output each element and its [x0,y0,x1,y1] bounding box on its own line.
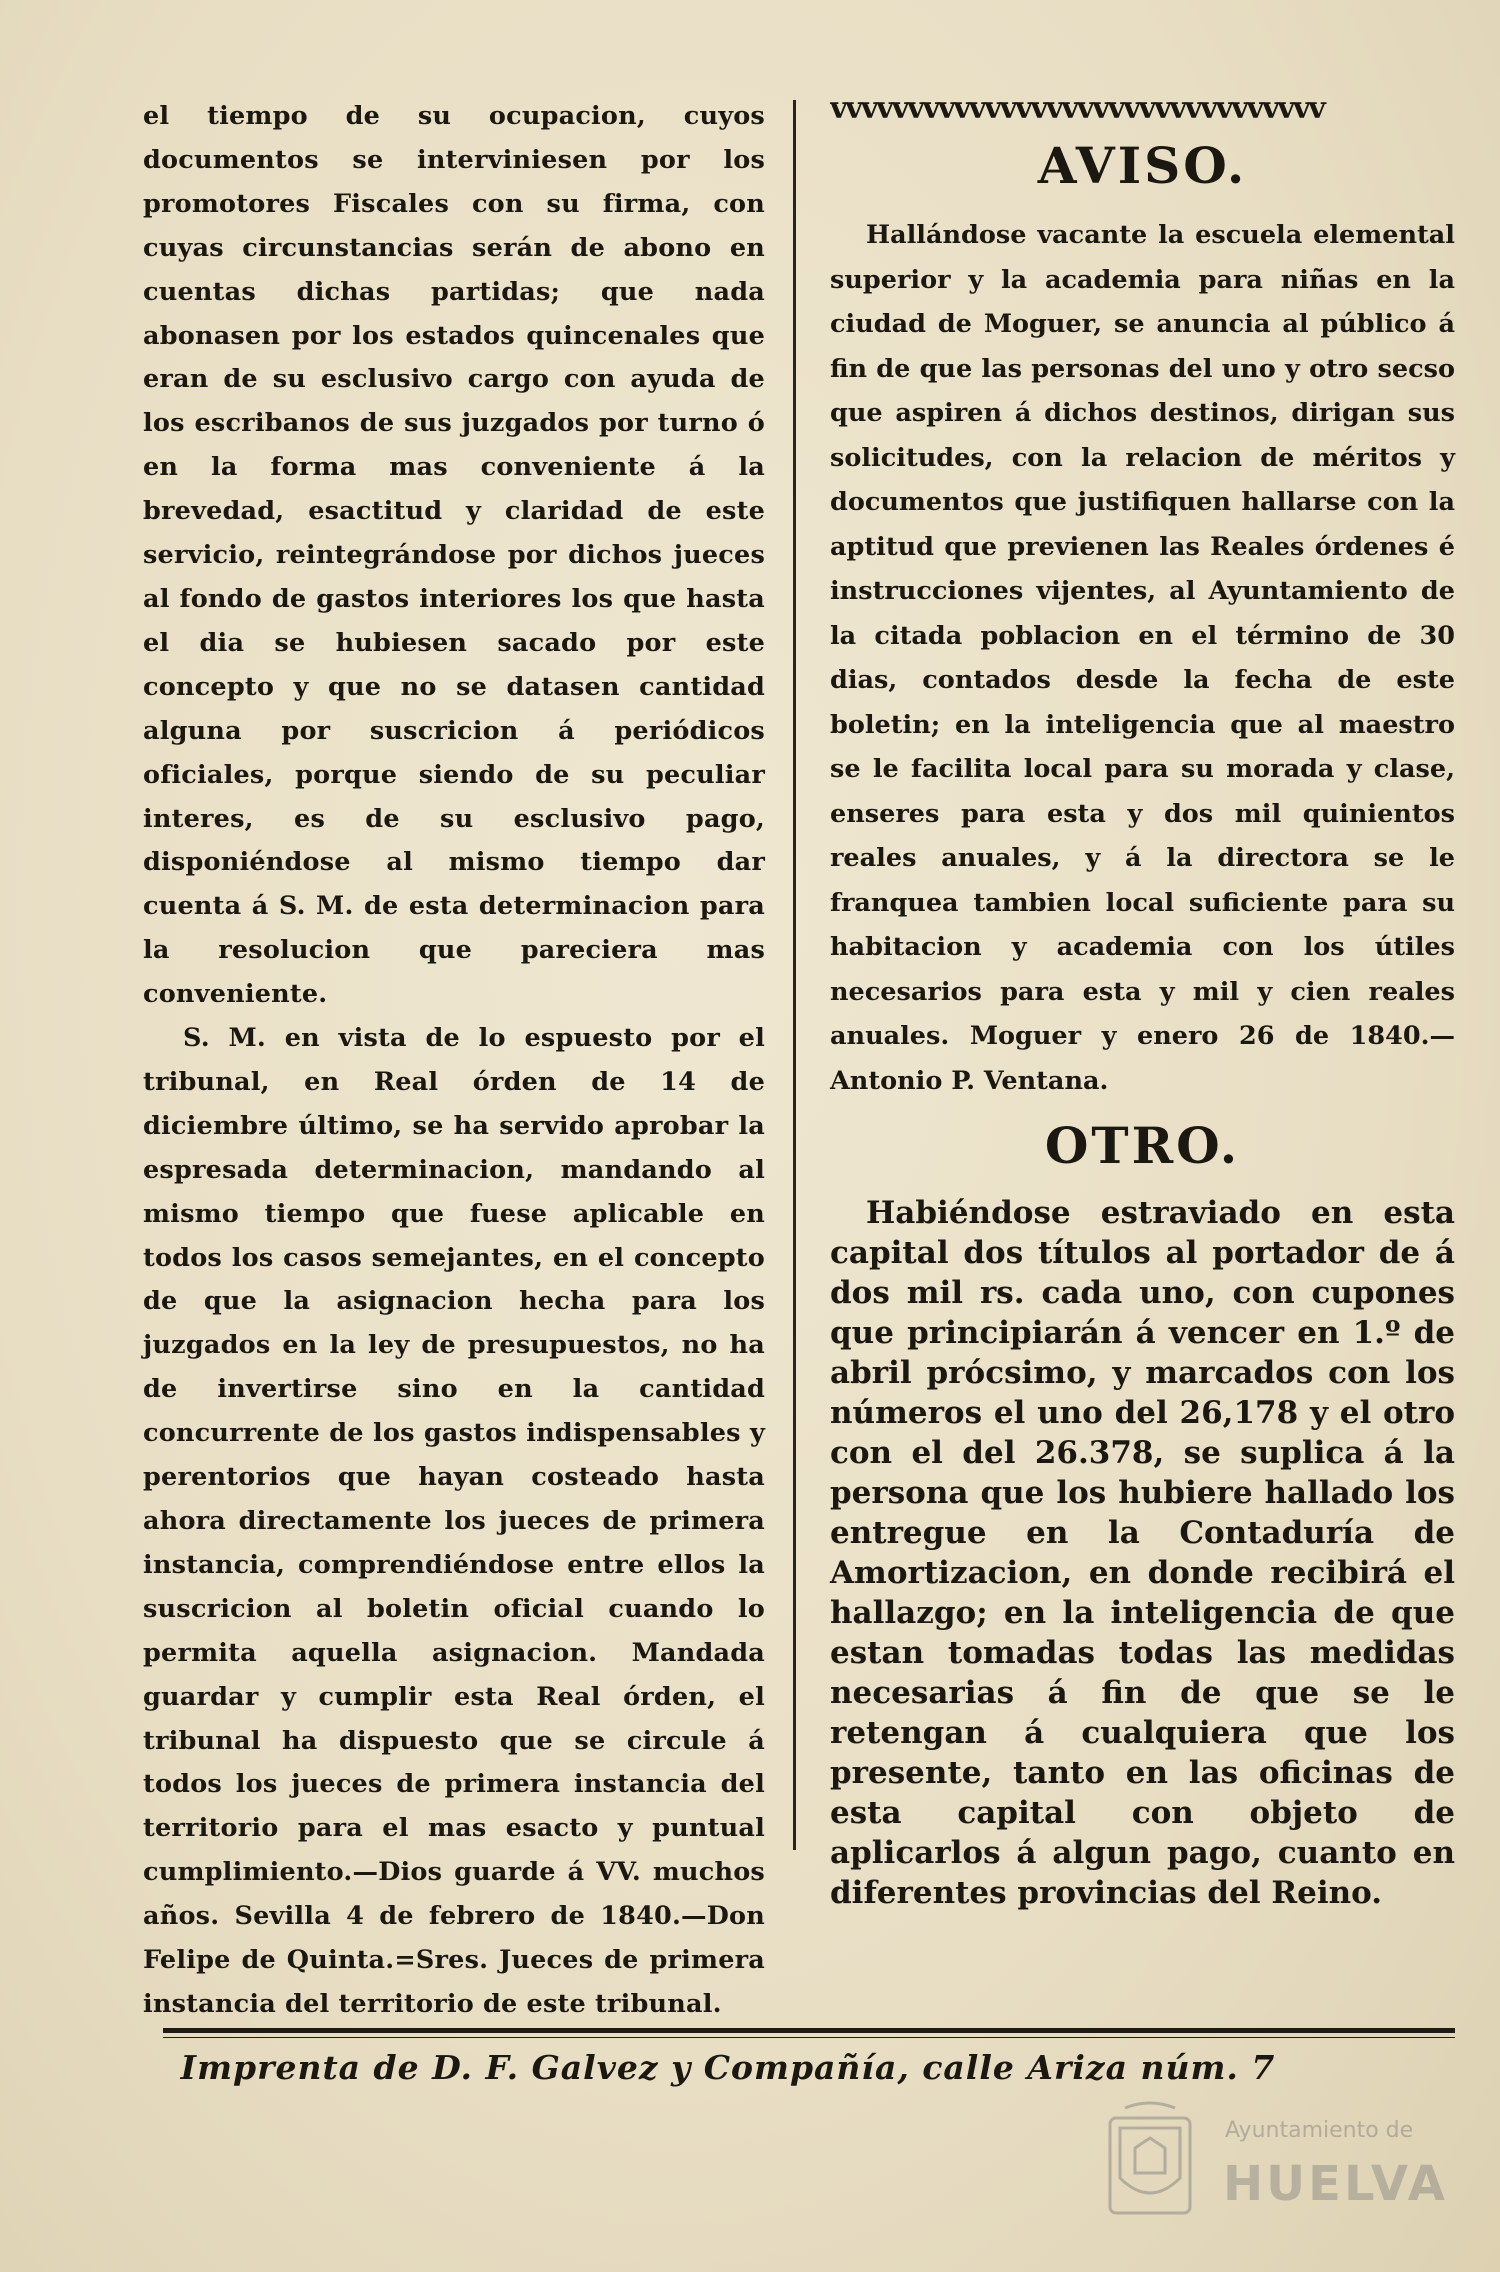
right-column [830,95,1455,1913]
footer-rule [163,2028,1455,2033]
left-paragraph-2: S. M. en vista de lo espuesto por el tribunal, en Real órden de 14 de diciembre último, se ha servido aprobar la espresada determinacion, mandando al mismo tiempo que fuese aplicable en todos los casos semejantes, en el concepto de que la asignacion hecha para los juzgados en la ley de presupuestos, no ha de invertirse sino en la cantidad concurrente de los gastos indispensables y perentorios que hayan costeado hasta ahora directamente los jueces de primera instancia, comprendiéndose entre ellos la suscricion al boletin oficial cuando lo permita aquella asignacion. Mandada guardar y cumplir esta Real órden, el tribunal ha dispuesto que se circule á todos los jueces de primera instancia del territorio para el mas esacto y puntual cumplimiento.—Dios guarde á VV. muchos años. Sevilla 4 de febrero de 1840.—Don Felipe de Quinta.=Sres. Jueces de primera instancia del territorio de este tribunal. [143,1023,765,2019]
ornamental-border: vvvvvvvvvvvvvvvvvvvvvvvvvvvvvvvv [830,95,1324,123]
left-paragraph-1: el tiempo de su ocupacion, cuyos documentos se interviniesen por los promotores Fiscales con su firma, con cuyas circunstancias serán de abono en cuentas dichas partidas; que nada abonasen por los estados quincenales que eran de su esclusivo cargo con ayuda de los escribanos de sus juzgados por turno ó en la forma mas conveniente á la brevedad, esactitud y claridad de este servicio, reintegrándose por dichos jueces al fondo de gastos interiores los que hasta el dia se hubiesen sacado por este concepto y que no se datasen cantidad alguna por suscricion á periódicos oficiales, porque siendo de su peculiar interes, es de su esclusivo pago, disponiéndose al mismo tiempo dar cuenta á S. M. de esta determinacion para la resolucion que pareciera mas conveniente. [143,101,765,1010]
otro-heading: OTRO. [1044,1116,1241,1175]
watermark [1095,2098,1448,2248]
footer-rule-thin [163,2037,1455,2038]
aviso-heading: AVISO. [1037,136,1248,195]
imprint-line: Imprenta de D. F. Galvez y Compañía, calle Ariza núm. 7 [180,2048,1276,2087]
aviso-text: Hallándose vacante la escuela elemental superior y la academia para niñas en la ciudad de Moguer, se anuncia al público á fin de que las personas del uno y otro secso que aspiren á dichos destinos, dirigan sus solicitudes, con la relacion de méritos y documentos que justifiquen hallarse con la aptitud que previenen las Reales órdenes é instrucciones vijentes, al Ayuntamiento de la citada poblacion en el término de 30 dias, contados desde la fecha de este boletin; en la inteligencia que al maestro se le facilita local para su morada y clase, enseres para esta y dos mil quinientos reales anuales, y á la directora se le franquea tambien local suficiente para su habitacion y academia con los útiles necesarios para esta y mil y cien reales anuales. Moguer y enero 26 de 1840.—Antonio P. Ventana. [830,220,1455,1096]
aviso-notice [830,213,1455,1103]
otro-text: Habiéndose estraviado en esta capital dos títulos al portador de á dos mil rs. cada uno, con cupones que principiarán á vencer en 1.º de abril prócsimo, y marcados con los números el uno del 26,178 y el otro con el del 26.378, se suplica á la persona que los hubiere hallado los entregue en la Contaduría de Amortizacion, en donde recibirá el hallazgo; en la inteligencia de que estan tomadas todas las medidas necesarias á fin de que se le retengan á cualquiera que los presente, tanto en las oficinas de esta capital con objeto de aplicarlos á algun pago, cuanto en diferentes provincias del Reino. [830,1195,1455,1911]
watermark-line-1: Ayuntamiento de [1225,2118,1414,2143]
left-column [143,95,765,2027]
column-divider [793,100,796,1850]
coat-of-arms-icon [1095,2098,1205,2238]
otro-notice [830,1193,1455,1913]
watermark-line-2: HUELVA [1223,2156,1448,2212]
